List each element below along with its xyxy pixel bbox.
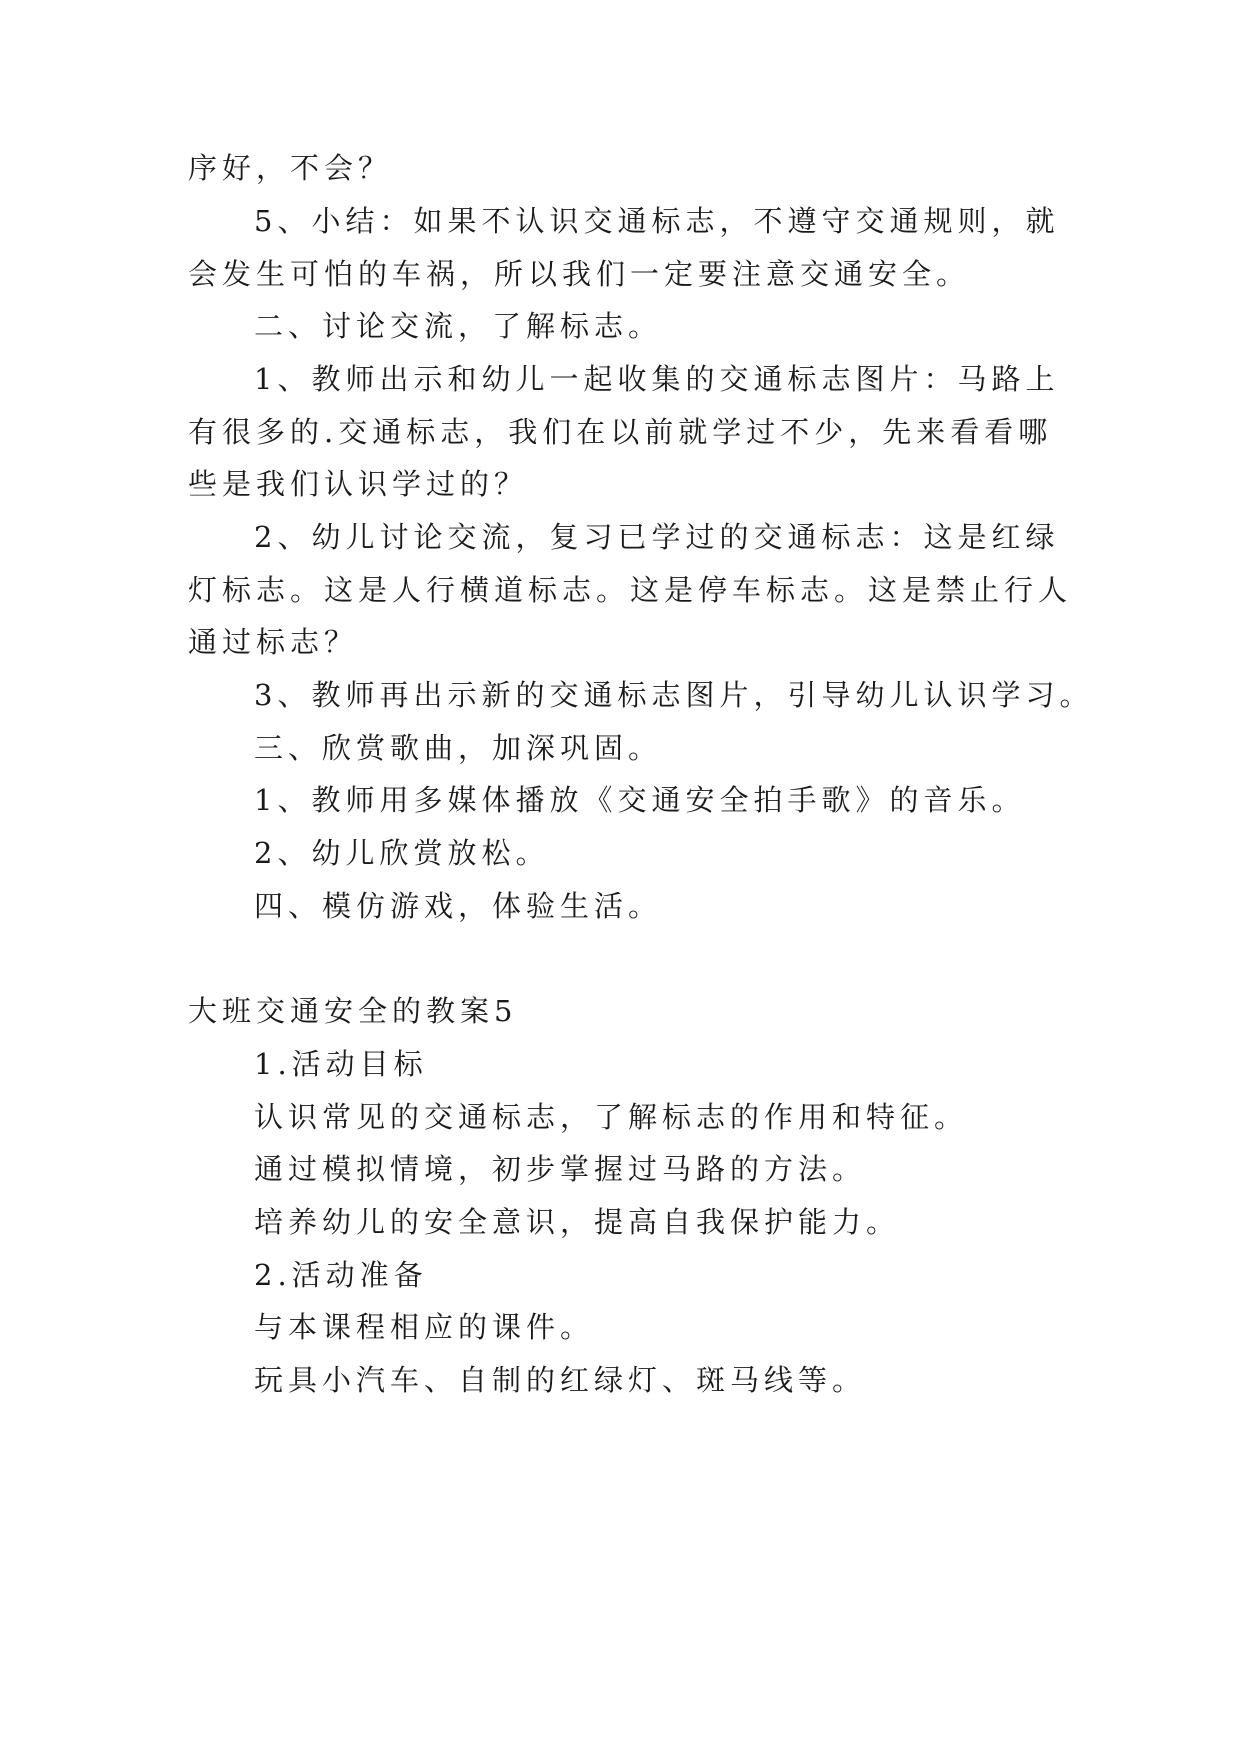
text-line: 序好，不会？ (188, 151, 393, 185)
text-line: 玩具小汽车、自制的红绿灯、斑马线等。 (254, 1363, 867, 1397)
text-line: 3、教师再出示新的交通标志图片，引导幼儿认识学习。 (254, 678, 1094, 712)
text-line: 与本课程相应的课件。 (254, 1310, 595, 1344)
text-line: 通过标志？ (188, 625, 359, 659)
subsection-heading: 1.活动目标 (254, 1047, 428, 1081)
text-line: 2、幼儿欣赏放松。 (254, 836, 550, 870)
text-line: 有很多的.交通标志，我们在以前就学过不少，先来看看哪 (188, 415, 1053, 449)
text-line: 些是我们认识学过的？ (188, 467, 529, 501)
document-title: 大班交通安全的教案5 (188, 994, 518, 1028)
text-line: 灯标志。这是人行横道标志。这是停车标志。这是禁止行人 (188, 573, 1073, 607)
text-line: 2、幼儿讨论交流，复习已学过的交通标志：这是红绿 (254, 520, 1060, 554)
text-line: 认识常见的交通标志，了解标志的作用和特征。 (254, 1100, 969, 1134)
section-heading: 三、欣赏歌曲，加深巩固。 (254, 731, 663, 765)
section-heading: 二、讨论交流，了解标志。 (254, 309, 663, 343)
subsection-heading: 2.活动准备 (254, 1258, 428, 1292)
text-line: 通过模拟情境，初步掌握过马路的方法。 (254, 1152, 867, 1186)
text-line: 1、教师用多媒体播放《交通安全拍手歌》的音乐。 (254, 783, 1026, 817)
text-line: 会发生可怕的车祸，所以我们一定要注意交通安全。 (188, 257, 971, 291)
section-heading: 四、模仿游戏，体验生活。 (254, 889, 663, 923)
text-line: 5、小结：如果不认识交通标志，不遵守交通规则，就 (254, 204, 1060, 238)
text-line: 培养幼儿的安全意识，提高自我保护能力。 (254, 1205, 901, 1239)
text-line: 1、教师出示和幼儿一起收集的交通标志图片：马路上 (254, 362, 1060, 396)
